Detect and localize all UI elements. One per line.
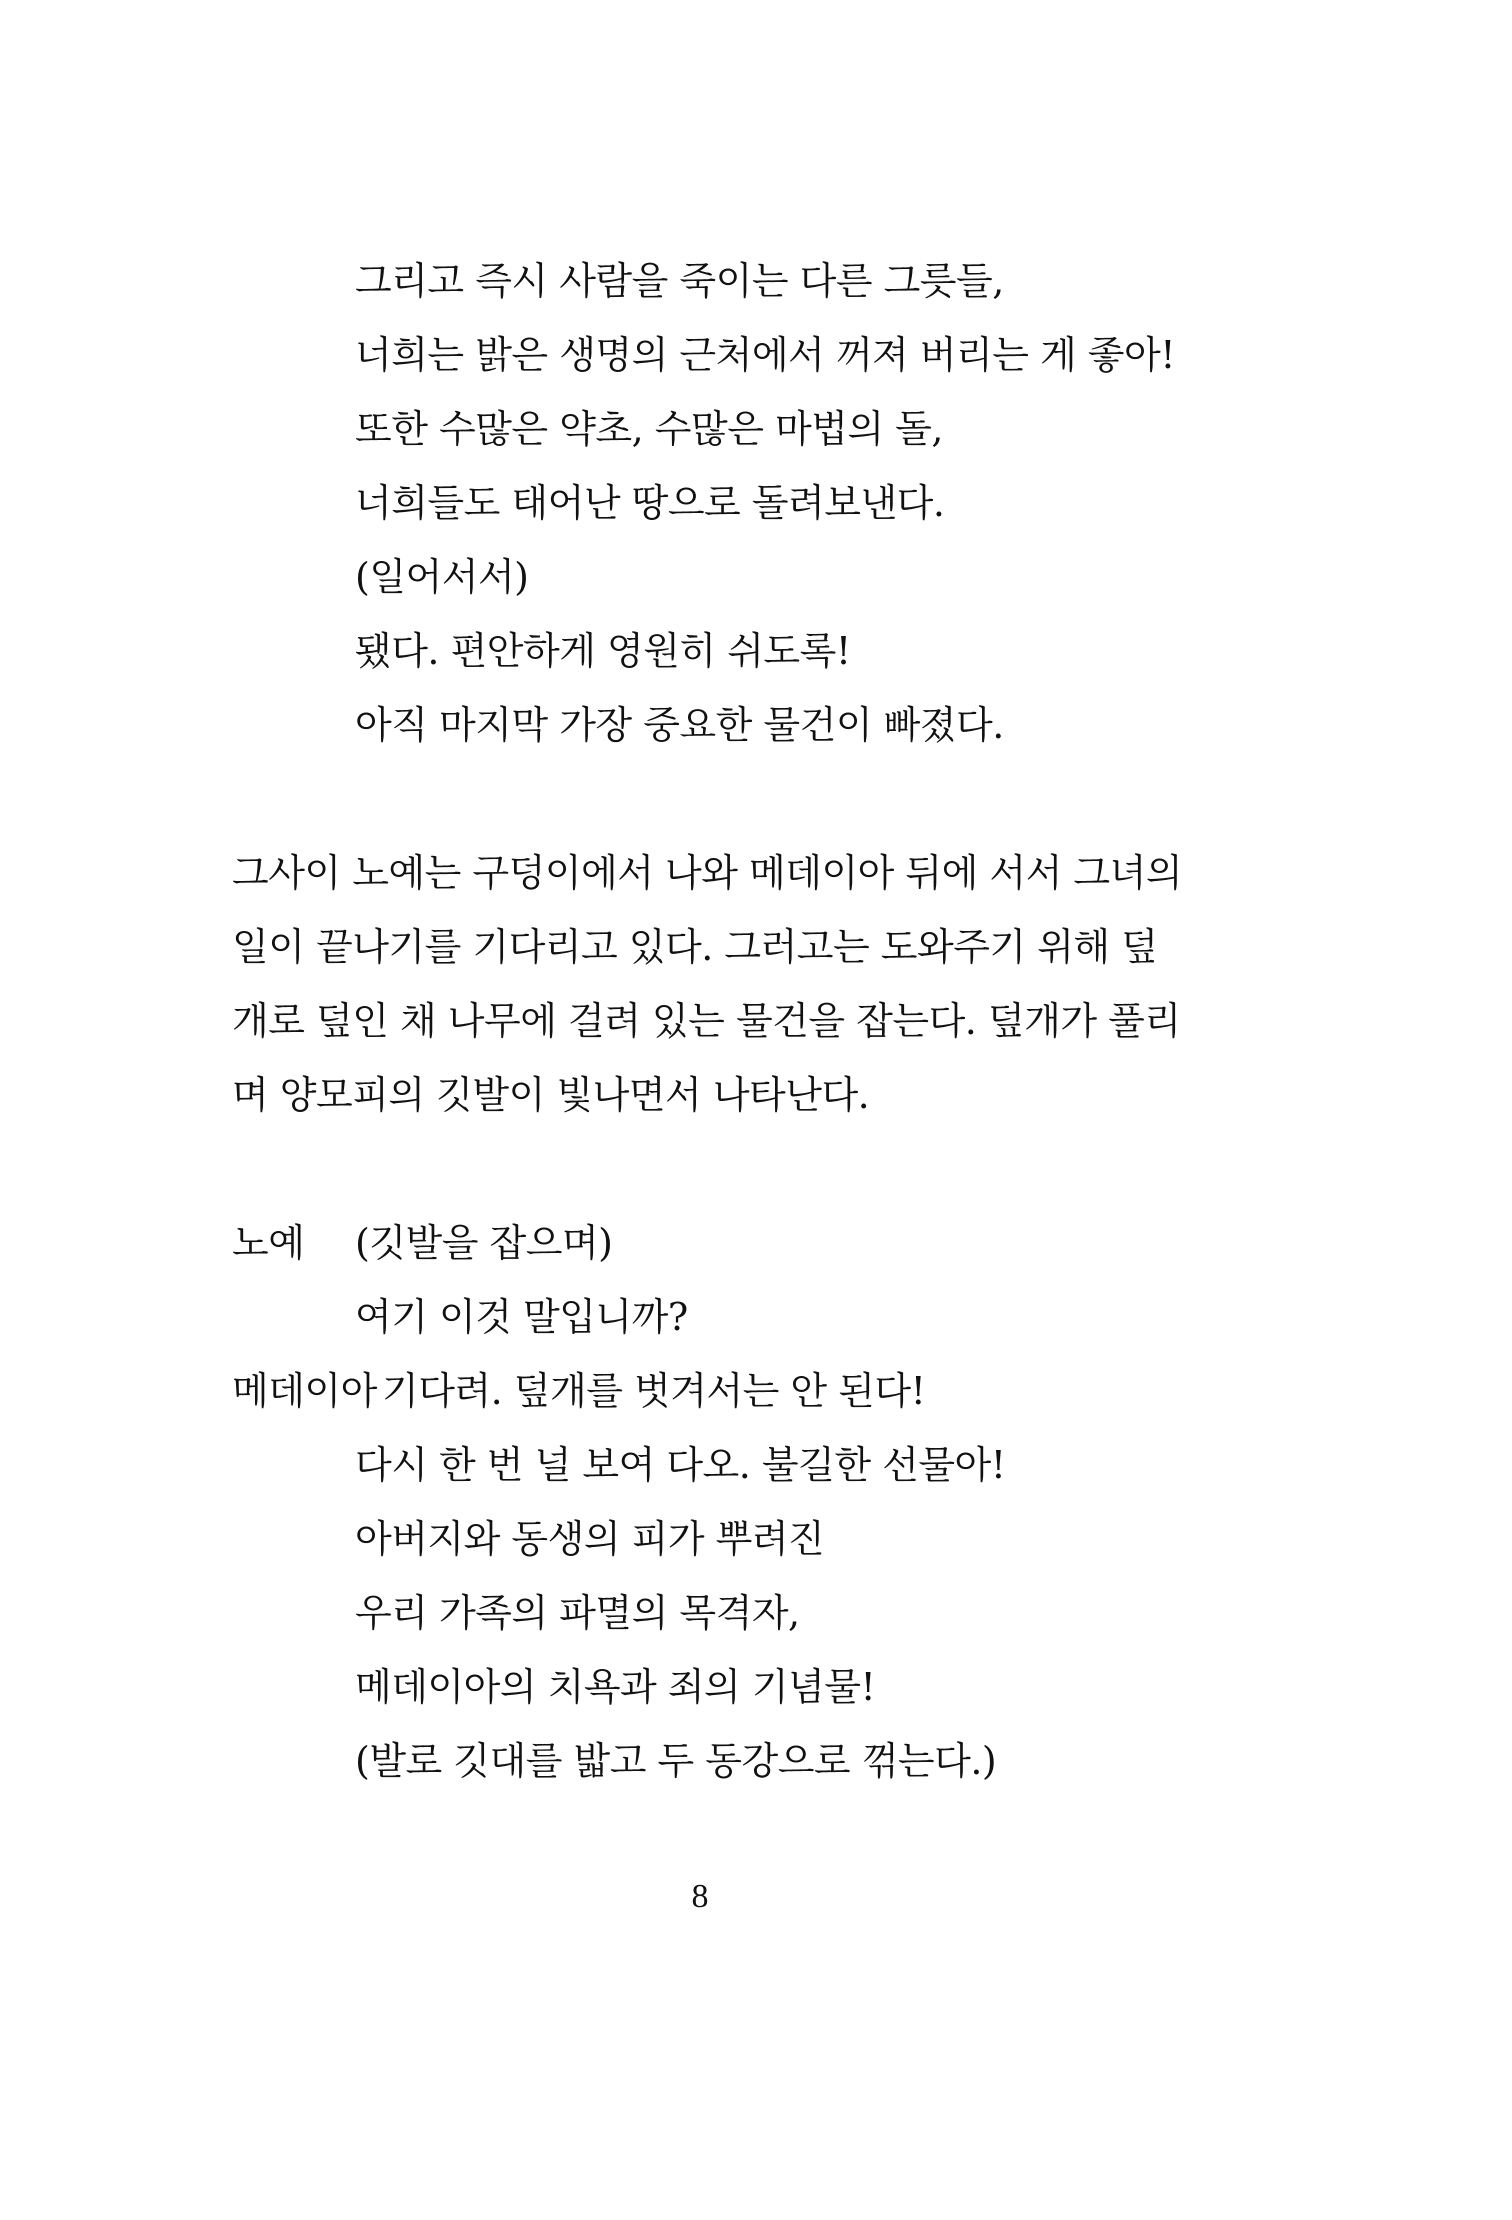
dialogue-line: 기다려. 덮개를 벗겨서는 안 된다! <box>382 1369 926 1413</box>
verse-line: 아직 마지막 가장 중요한 물건이 빠졌다. <box>355 703 1004 747</box>
dialogue-line: 아버지와 동생의 피가 뿌려진 <box>355 1517 825 1561</box>
dialogue-line: 메데이아의 치욕과 죄의 기념물! <box>355 1665 876 1709</box>
speaker-name: 노예 <box>232 1221 305 1265</box>
verse-line: 됐다. 편안하게 영원히 쉬도록! <box>355 629 851 673</box>
verse-line: 너희들도 태어난 땅으로 돌려보낸다. <box>355 481 945 525</box>
verse-line: 그리고 즉시 사람을 죽이는 다른 그릇들, <box>355 259 1004 303</box>
dialogue-line: 여기 이것 말입니까? <box>355 1295 688 1339</box>
dialogue-line: 우리 가족의 파멸의 목격자, <box>355 1591 800 1635</box>
verse-line: 또한 수많은 약초, 수많은 마법의 돌, <box>355 407 943 451</box>
stage-direction-line: 일이 끝나기를 기다리고 있다. 그러고는 도와주기 위해 덮 <box>232 925 1158 969</box>
verse-line: 너희는 밝은 생명의 근처에서 꺼져 버리는 게 좋아! <box>355 333 1175 377</box>
stage-direction-line: 며 양모피의 깃발이 빛나면서 나타난다. <box>232 1073 870 1117</box>
verse-line: (일어서서) <box>355 555 529 599</box>
dialogue-line: 다시 한 번 널 보여 다오. 불길한 선물아! <box>355 1443 1006 1487</box>
stage-direction-line: 개로 덮인 채 나무에 걸려 있는 물건을 잡는다. 덮개가 풀리 <box>232 999 1181 1043</box>
dialogue-line: (깃발을 잡으며) <box>355 1221 613 1265</box>
page-number: 8 <box>691 1878 709 1915</box>
stage-direction-line: 그사이 노예는 구덩이에서 나와 메데이아 뒤에 서서 그녀의 <box>232 851 1183 895</box>
speaker-name: 메데이아 <box>232 1369 377 1413</box>
dialogue-line: (발로 깃대를 밟고 두 동강으로 꺾는다.) <box>355 1739 997 1783</box>
